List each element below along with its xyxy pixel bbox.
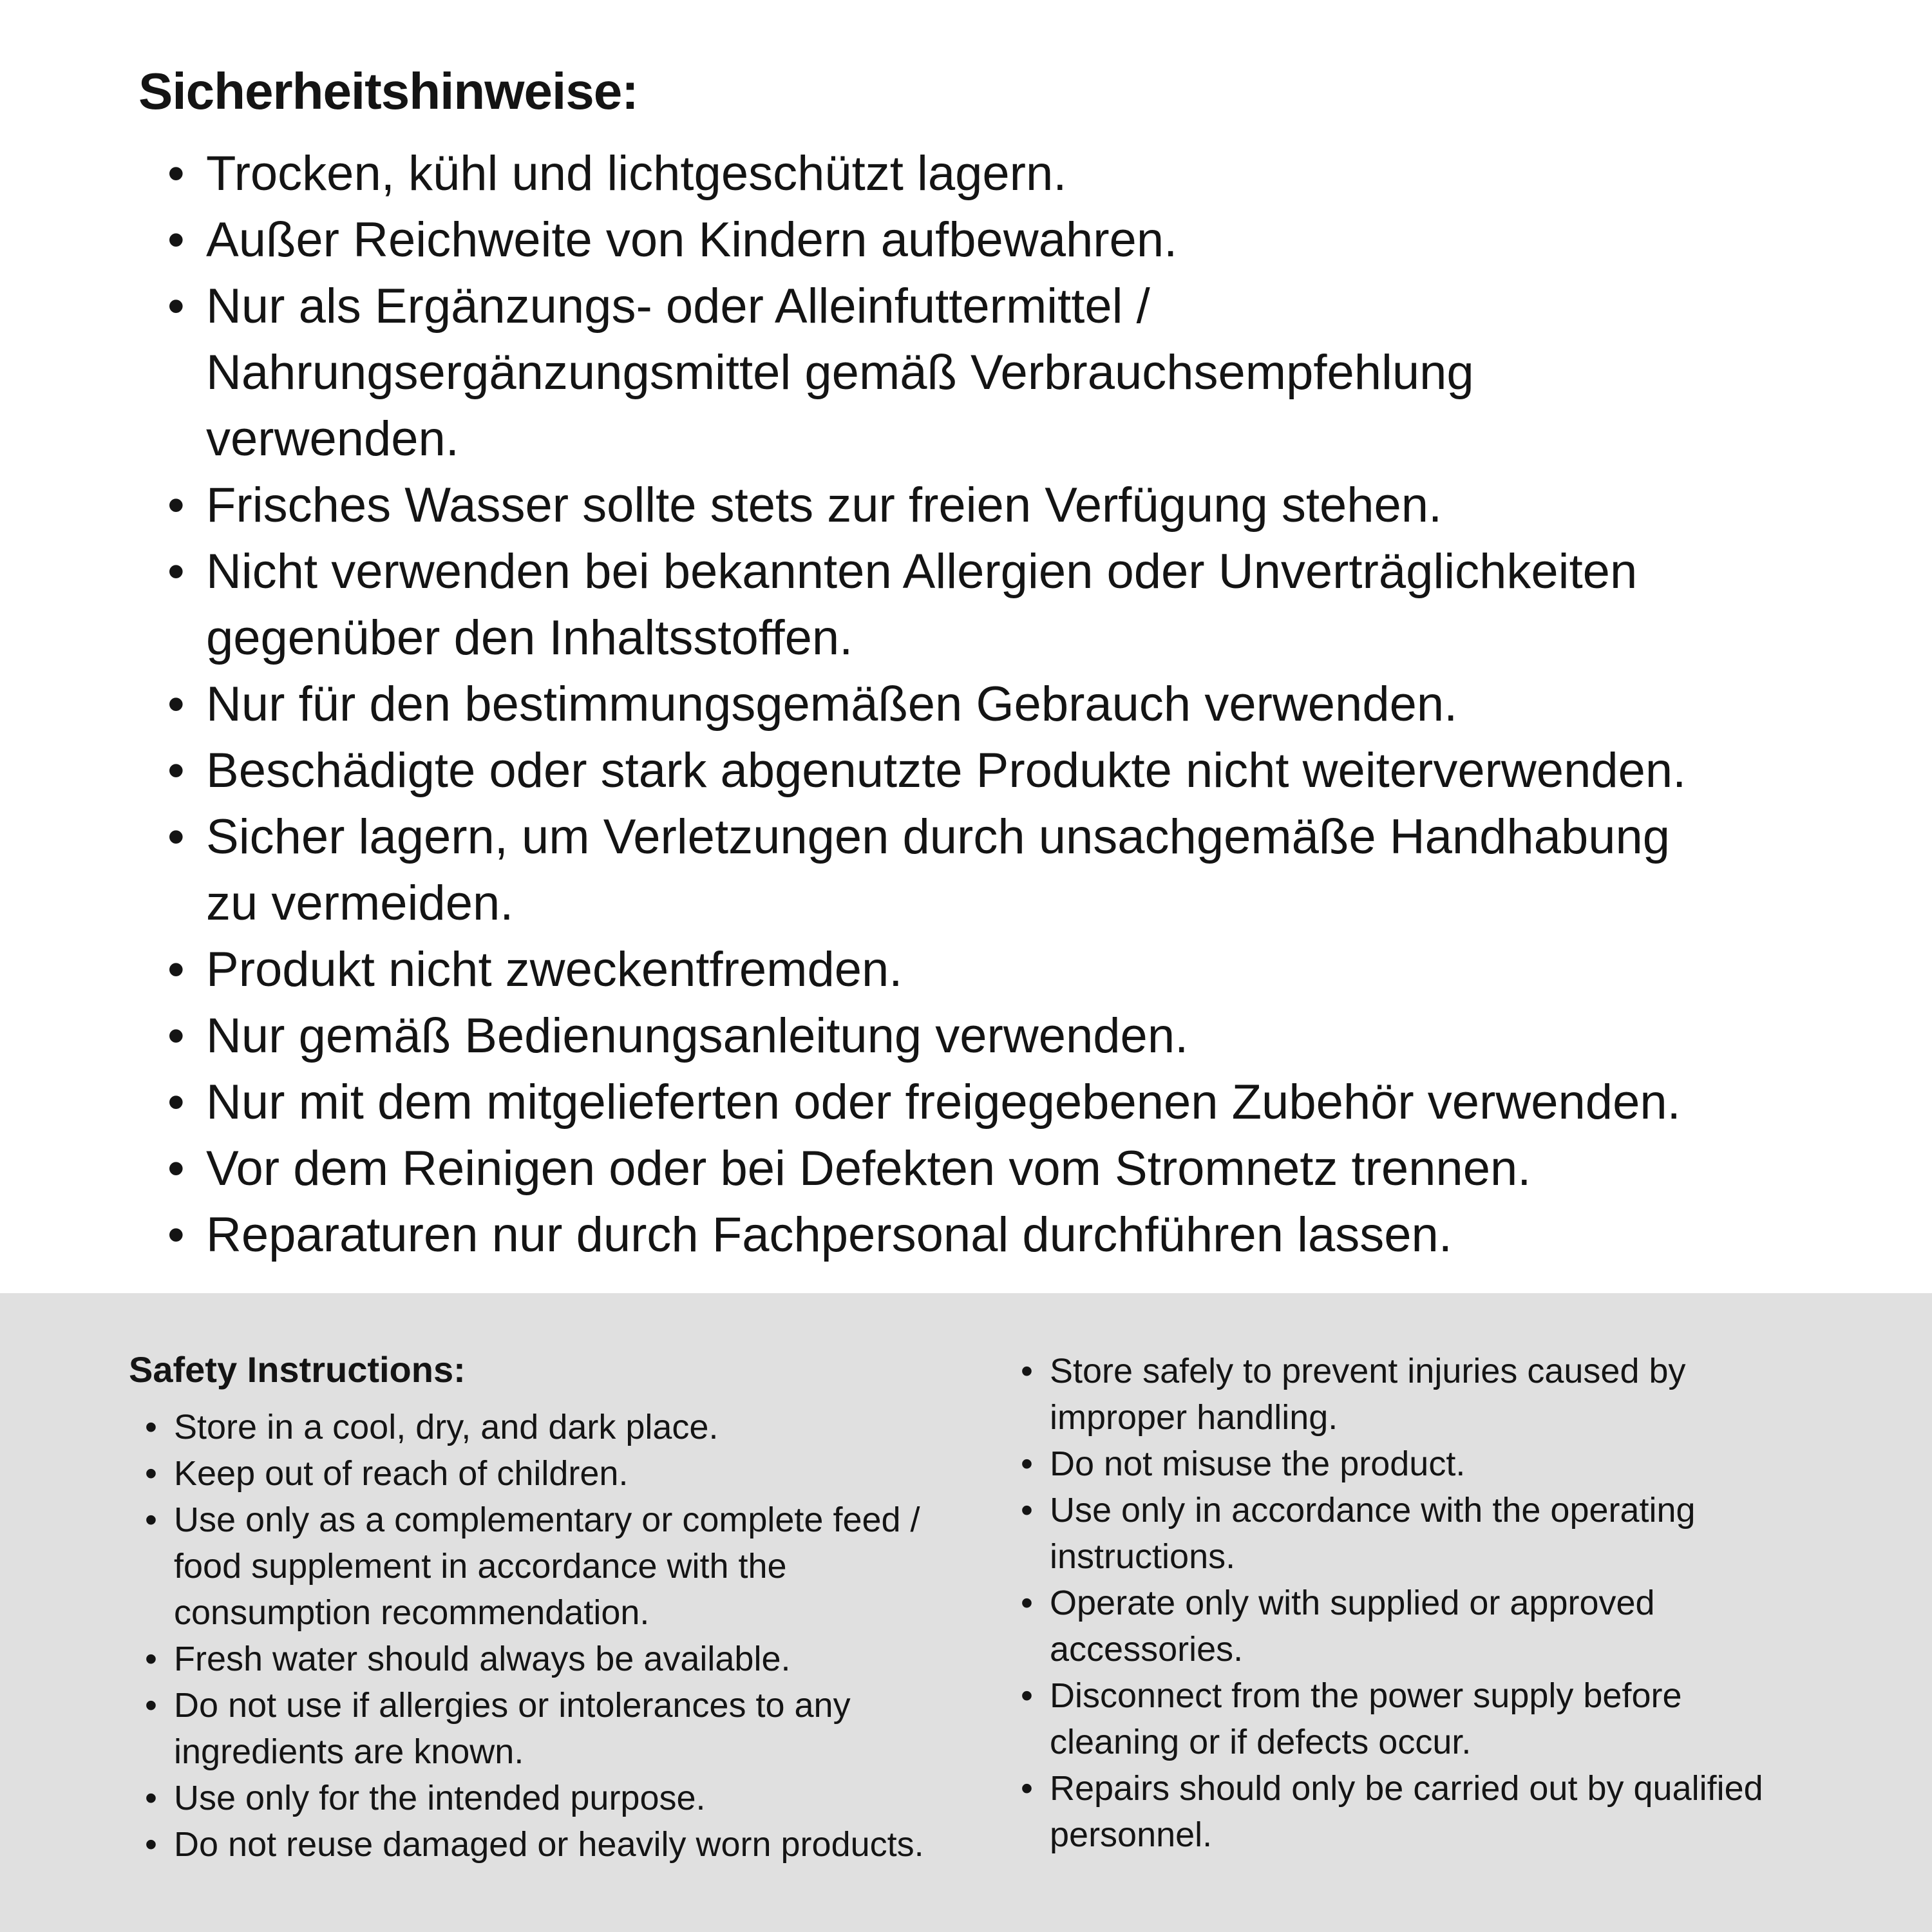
list-item: • Do not reuse damaged or heavily worn products. (129, 1821, 947, 1868)
list-item: • Nur gemäß Bedienungsanleitung verwenden. (138, 1003, 1719, 1069)
list-item: • Do not misuse the product. (1005, 1441, 1790, 1487)
list-item: • Nur für den bestimmungsgemäßen Gebrauch verwenden. (138, 671, 1719, 737)
list-item: • Disconnect from the power supply before cleaning or if defects occur. (1005, 1672, 1790, 1765)
list-item: • Do not use if allergies or intolerances to any ingredients are known. (129, 1682, 947, 1775)
list-item: • Operate only with supplied or approved accessories. (1005, 1580, 1790, 1672)
list-item: • Store in a cool, dry, and dark place. (129, 1404, 947, 1450)
list-item: • Vor dem Reinigen oder bei Defekten vom Stromnetz trennen. (138, 1135, 1719, 1202)
list-item: • Frisches Wasser sollte stets zur freien Verfügung stehen. (138, 472, 1719, 538)
list-item: • Fresh water should always be available. (129, 1636, 947, 1682)
list-item: • Trocken, kühl und lichtgeschützt lagern. (138, 140, 1719, 207)
list-item: • Use only in accordance with the operating instructions. (1005, 1487, 1790, 1580)
list-item: • Store safely to prevent injuries caused by improper handling. (1005, 1348, 1790, 1441)
list-item: • Use only for the intended purpose. (129, 1775, 947, 1821)
list-item: • Use only as a complementary or complete feed / food supplement in accordance with the consumption recommendation. (129, 1497, 947, 1636)
list-item: • Beschädigte oder stark abgenutzte Produkte nicht weiterverwenden. (138, 737, 1719, 804)
english-heading: Safety Instructions: (129, 1349, 466, 1390)
english-safety-list-right (1005, 1348, 1790, 1858)
english-safety-list-left (129, 1404, 947, 1868)
list-item: • Sicher lagern, um Verletzungen durch unsachgemäße Handhabung zu vermeiden. (138, 804, 1719, 936)
german-heading: Sicherheitshinweise: (138, 62, 638, 120)
english-safety-section (0, 1293, 1932, 1932)
list-item: • Repairs should only be carried out by qualified personnel. (1005, 1765, 1790, 1858)
list-item: • Außer Reichweite von Kindern aufbewahren. (138, 207, 1719, 273)
list-item: • Nur als Ergänzungs- oder Alleinfuttermittel / Nahrungsergänzungsmittel gemäß Verbrauchsempfehlung verwenden. (138, 273, 1719, 472)
english-left-column (129, 1348, 947, 1868)
list-item: • Keep out of reach of children. (129, 1450, 947, 1497)
list-item: • Nicht verwenden bei bekannten Allergien oder Unverträglichkeiten gegenüber den Inhaltsstoffen. (138, 538, 1719, 671)
list-item: • Nur mit dem mitgelieferten oder freigegebenen Zubehör verwenden. (138, 1069, 1719, 1135)
english-right-column (1005, 1348, 1790, 1858)
list-item: • Produkt nicht zweckentfremden. (138, 936, 1719, 1003)
list-item: • Reparaturen nur durch Fachpersonal durchführen lassen. (138, 1202, 1719, 1268)
german-safety-list (138, 140, 1719, 1268)
